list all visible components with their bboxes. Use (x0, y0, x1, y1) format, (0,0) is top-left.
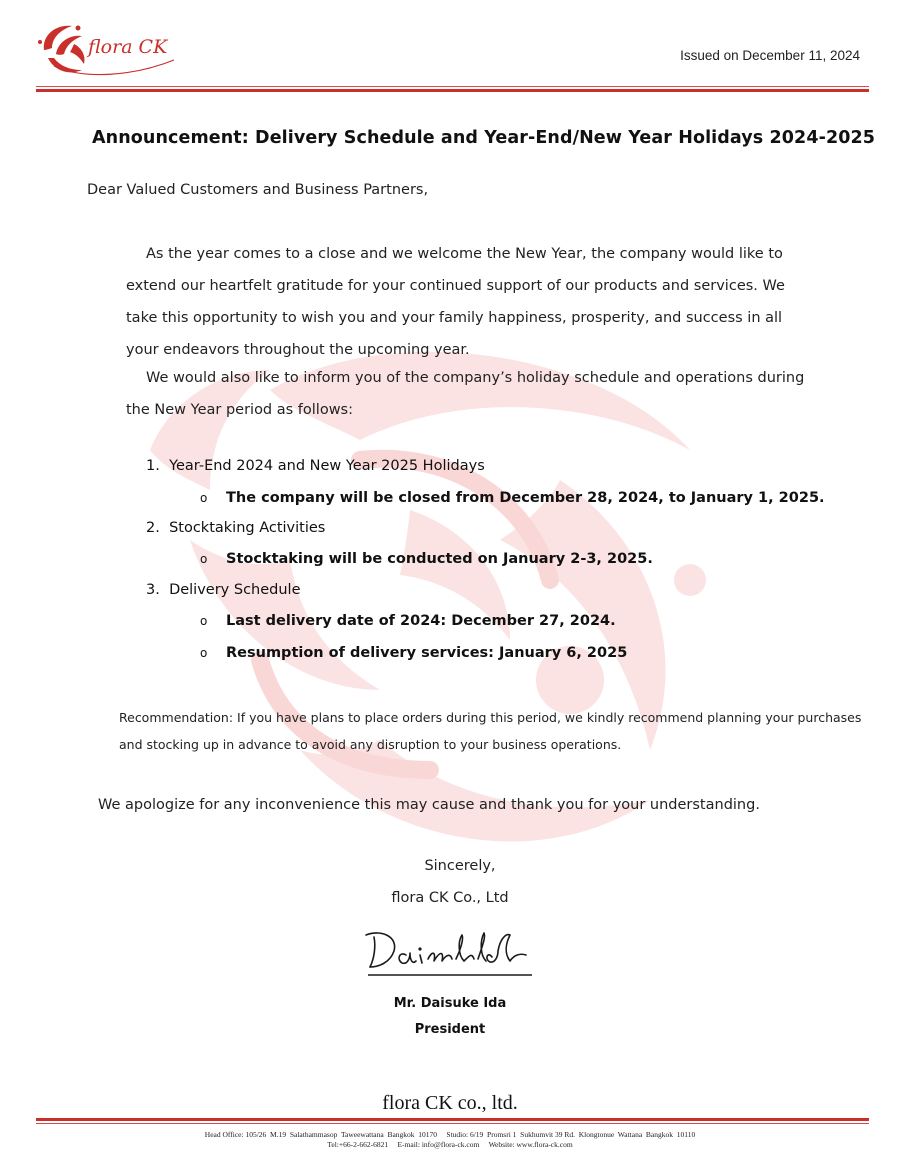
footer-rule (36, 1118, 869, 1124)
list-item-2 (146, 520, 325, 536)
list-number: 3. (146, 582, 160, 598)
list-subitem-text: Resumption of delivery services: January 6, 2025 (226, 645, 628, 661)
list-number: 2. (146, 520, 160, 536)
list-subitem (200, 490, 825, 506)
list-subitem (200, 645, 627, 661)
closing-company: flora CK Co., Ltd (391, 890, 509, 906)
signer-name: Mr. Daisuke Ida (393, 996, 507, 1011)
list-item-3 (146, 582, 301, 598)
intro-paragraph-text: As the year comes to a close and we welcome the New Year, the company would like to extend our heartfelt gratitude for your continued support of our products and services. We take this opportunity to wish you and your family happiness, prosperity, and success in all your endeavors throughout the upcoming year. (126, 246, 785, 358)
list-subitem-text: Stocktaking will be conducted on January 2-3, 2025. (226, 551, 653, 567)
list-item-1 (146, 458, 485, 474)
list-subitem (200, 613, 616, 629)
bullet: o (200, 552, 208, 566)
footer-address: Head Office: 105/26 M.19 Salathammasop Taweewattana Bangkok 10170 Studio: 6/19 Promsri 1 Sukhumvit 39 Rd. Klongtonue Wattana Bangkok 10110 (204, 1130, 696, 1139)
list-heading: Delivery Schedule (169, 582, 301, 598)
apology-line: We apologize for any inconvenience this may cause and thank you for your understanding. (98, 797, 760, 813)
bullet: o (200, 614, 208, 628)
closing-sincerely: Sincerely, (424, 858, 496, 874)
footer-company-name: flora CK co., ltd. (382, 1092, 518, 1114)
list-heading: Year-End 2024 and New Year 2025 Holidays (169, 458, 485, 474)
handwritten-signature (360, 925, 540, 980)
list-heading: Stocktaking Activities (169, 520, 326, 536)
footer-contact: Tel:+66-2-662-6821 E-mail: info@flora-ck.com Website: www.flora-ck.com (327, 1140, 573, 1149)
list-number: 1. (146, 458, 160, 474)
intro-paragraph (126, 238, 806, 366)
logo-wordmark: flora CK (88, 36, 168, 58)
issued-date: Issued on December 11, 2024 (680, 48, 860, 63)
salutation: Dear Valued Customers and Business Partners, (87, 182, 429, 198)
schedule-intro-paragraph (126, 362, 806, 426)
bullet: o (200, 491, 208, 505)
announcement-title: Announcement: Delivery Schedule and Year-End/New Year Holidays 2024-2025 (92, 128, 876, 148)
schedule-intro-text: We would also like to inform you of the company’s holiday schedule and operations during the New Year period as follows: (126, 370, 805, 418)
signer-title: President (414, 1022, 486, 1037)
list-subitem (200, 551, 653, 567)
bullet: o (200, 646, 208, 660)
list-subitem-text: Last delivery date of 2024: December 27, 2024. (226, 613, 616, 629)
list-subitem-text: The company will be closed from December 28, 2024, to January 1, 2025. (226, 490, 825, 506)
recommendation-paragraph: Recommendation: If you have plans to place orders during this period, we kindly recommend planning your purchases and stocking up in advance to avoid any disruption to your business operations. (119, 710, 862, 752)
